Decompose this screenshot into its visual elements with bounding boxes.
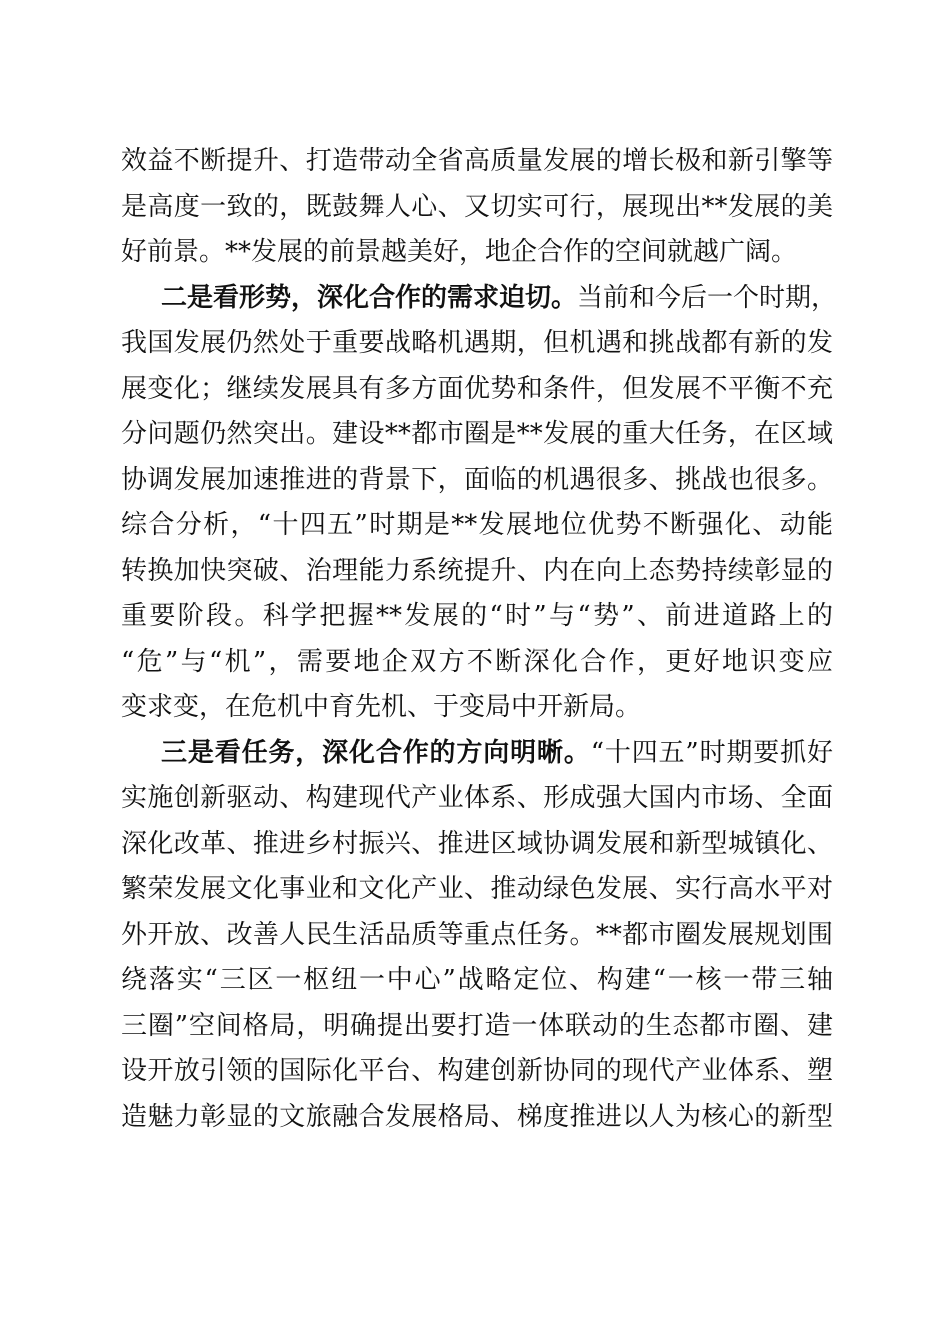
text-line: 展变化；继续发展具有多方面优势和条件，但发展不平衡不充 (121, 373, 833, 404)
text-line: 三圈”空间格局，明确提出要打造一体联动的生态都市圈、建 (121, 1010, 833, 1041)
paragraph-3 (121, 731, 833, 1141)
paragraph-lead: 三是看任务，深化合作的方向明晰。 (161, 737, 591, 768)
text-line: 分问题仍然突出。建设**都市圈是**发展的重大任务，在区域 (121, 419, 833, 449)
text-line: 外开放、改善人民生活品质等重点任务。**都市圈发展规划围 (121, 919, 833, 950)
text-line: 设开放引领的国际化平台、构建创新协同的现代产业体系、塑 (121, 1056, 833, 1086)
document-page (121, 139, 838, 1140)
text-line: 重要阶段。科学把握**发展的“时”与“势”、前进道路上的 (121, 601, 833, 631)
text-line (121, 276, 838, 322)
text-line: 繁荣发展文化事业和文化产业、推动绿色发展、实行高水平对 (121, 874, 833, 904)
text-line: 效益不断提升、打造带动全省高质量发展的增长极和新引擎等 (121, 146, 833, 176)
text-line: 好前景。**发展的前景越美好，地企合作的空间就越广阔。 (121, 237, 798, 267)
text-run: 当前和今后一个时期， (577, 282, 838, 313)
paragraph-2 (121, 276, 838, 731)
text-line: 实施创新驱动、构建现代产业体系、形成强大国内市场、全面 (121, 783, 833, 813)
text-line: 深化改革、推进乡村振兴、推进区域协调发展和新型城镇化、 (121, 828, 833, 859)
text-line: “危”与“机”，需要地企双方不断深化合作，更好地识变应 (121, 646, 833, 677)
text-line: 变求变，在危机中育先机、于变局中开新局。 (121, 692, 642, 722)
text-line: 协调发展加速推进的背景下，面临的机遇很多、挑战也很多。 (121, 464, 833, 495)
paragraph-lead: 二是看形势，深化合作的需求迫切。 (161, 282, 578, 313)
text-line: 绕落实“三区一枢纽一中心”战略定位、构建“一核一带三轴 (121, 965, 833, 995)
text-line: 造魅力彰显的文旅融合发展格局、梯度推进以人为核心的新型 (121, 1101, 833, 1132)
paragraph-1 (121, 139, 833, 276)
text-line: 是高度一致的，既鼓舞人心、又切实可行，展现出**发展的美 (121, 191, 833, 222)
text-run: “十四五”时期要抓好 (590, 737, 833, 768)
text-line: 我国发展仍然处于重要战略机遇期，但机遇和挑战都有新的发 (121, 328, 833, 358)
text-line (121, 731, 833, 777)
text-line: 综合分析，“十四五”时期是**发展地位优势不断强化、动能 (121, 510, 833, 540)
text-line: 转换加快突破、治理能力系统提升、内在向上态势持续彰显的 (121, 555, 833, 586)
